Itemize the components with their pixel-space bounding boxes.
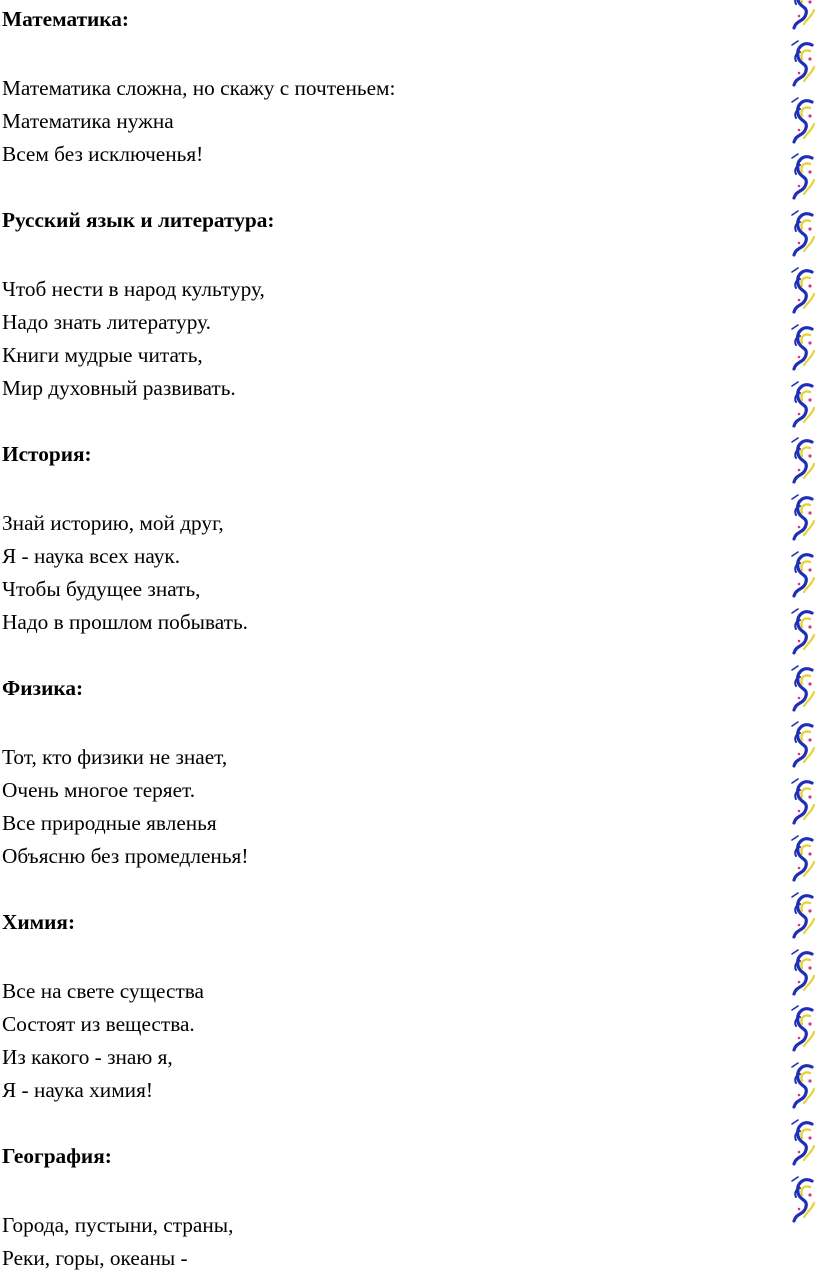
poem-line: Математика нужна xyxy=(2,109,174,133)
poem-line: Мир духовный развивать. xyxy=(2,376,236,400)
poem-line: Города, пустыни, страны, xyxy=(2,1213,234,1237)
ornamental-swirl-icon xyxy=(790,264,816,320)
poem-line: Я - наука химия! xyxy=(2,1078,153,1102)
ornamental-swirl-icon xyxy=(790,321,816,377)
poem-line: Надо в прошлом побывать. xyxy=(2,610,248,634)
poem-line: Очень многое теряет. xyxy=(2,778,196,802)
ornamental-swirl-icon xyxy=(790,434,816,490)
ornamental-swirl-icon xyxy=(790,491,816,547)
decorative-border xyxy=(790,0,816,1229)
poem-line: Я - наука всех наук. xyxy=(2,544,181,568)
section-russian xyxy=(2,201,772,435)
poem-line: Из какого - знаю я, xyxy=(2,1045,173,1069)
section-geography xyxy=(2,1137,772,1272)
poem-line: Все на свете существа xyxy=(2,979,204,1003)
ornamental-swirl-icon xyxy=(790,0,816,36)
ornamental-swirl-icon xyxy=(790,662,816,718)
ornamental-swirl-icon xyxy=(790,718,816,774)
poem-line: Все природные явленья xyxy=(2,811,217,835)
ornamental-swirl-icon xyxy=(790,832,816,888)
ornamental-swirl-icon xyxy=(790,1002,816,1058)
section-math xyxy=(2,0,772,201)
section-physics xyxy=(2,669,772,903)
section-heading: Химия: xyxy=(2,910,76,934)
ornamental-swirl-icon xyxy=(790,889,816,945)
ornamental-swirl-icon xyxy=(790,94,816,150)
ornamental-swirl-icon xyxy=(790,548,816,604)
ornamental-swirl-icon xyxy=(790,37,816,93)
poem-line: Состоят из вещества. xyxy=(2,1012,195,1036)
poem-line: Объясню без промедленья! xyxy=(2,844,249,868)
ornamental-swirl-icon xyxy=(790,775,816,831)
ornamental-swirl-icon xyxy=(790,946,816,1002)
section-heading: Физика: xyxy=(2,676,84,700)
ornamental-swirl-icon xyxy=(790,1116,816,1172)
ornamental-swirl-icon xyxy=(790,605,816,661)
poem-line: Тот, кто физики не знает, xyxy=(2,745,228,769)
poem-line: Книги мудрые читать, xyxy=(2,343,203,367)
section-heading: Русский язык и литература: xyxy=(2,208,275,232)
poem-line: Чтоб нести в народ культуру, xyxy=(2,277,265,301)
section-heading: История: xyxy=(2,442,92,466)
ornamental-swirl-icon xyxy=(790,207,816,263)
poem-line: Всем без исключенья! xyxy=(2,142,204,166)
ornamental-swirl-icon xyxy=(790,1173,816,1229)
section-chemistry xyxy=(2,903,772,1137)
poem-line: Знай историю, мой друг, xyxy=(2,511,224,535)
section-history xyxy=(2,435,772,669)
ornamental-swirl-icon xyxy=(790,150,816,206)
ornamental-swirl-icon xyxy=(790,378,816,434)
ornamental-swirl-icon xyxy=(790,1059,816,1115)
poem-line: Математика сложна, но скажу с почтеньем: xyxy=(2,76,396,100)
poem-text xyxy=(2,0,772,1272)
poem-line: Реки, горы, океаны - xyxy=(2,1246,188,1270)
poem-line: Чтобы будущее знать, xyxy=(2,577,201,601)
section-heading: География: xyxy=(2,1144,112,1168)
poem-line: Надо знать литературу. xyxy=(2,310,211,334)
section-heading: Математика: xyxy=(2,7,129,31)
